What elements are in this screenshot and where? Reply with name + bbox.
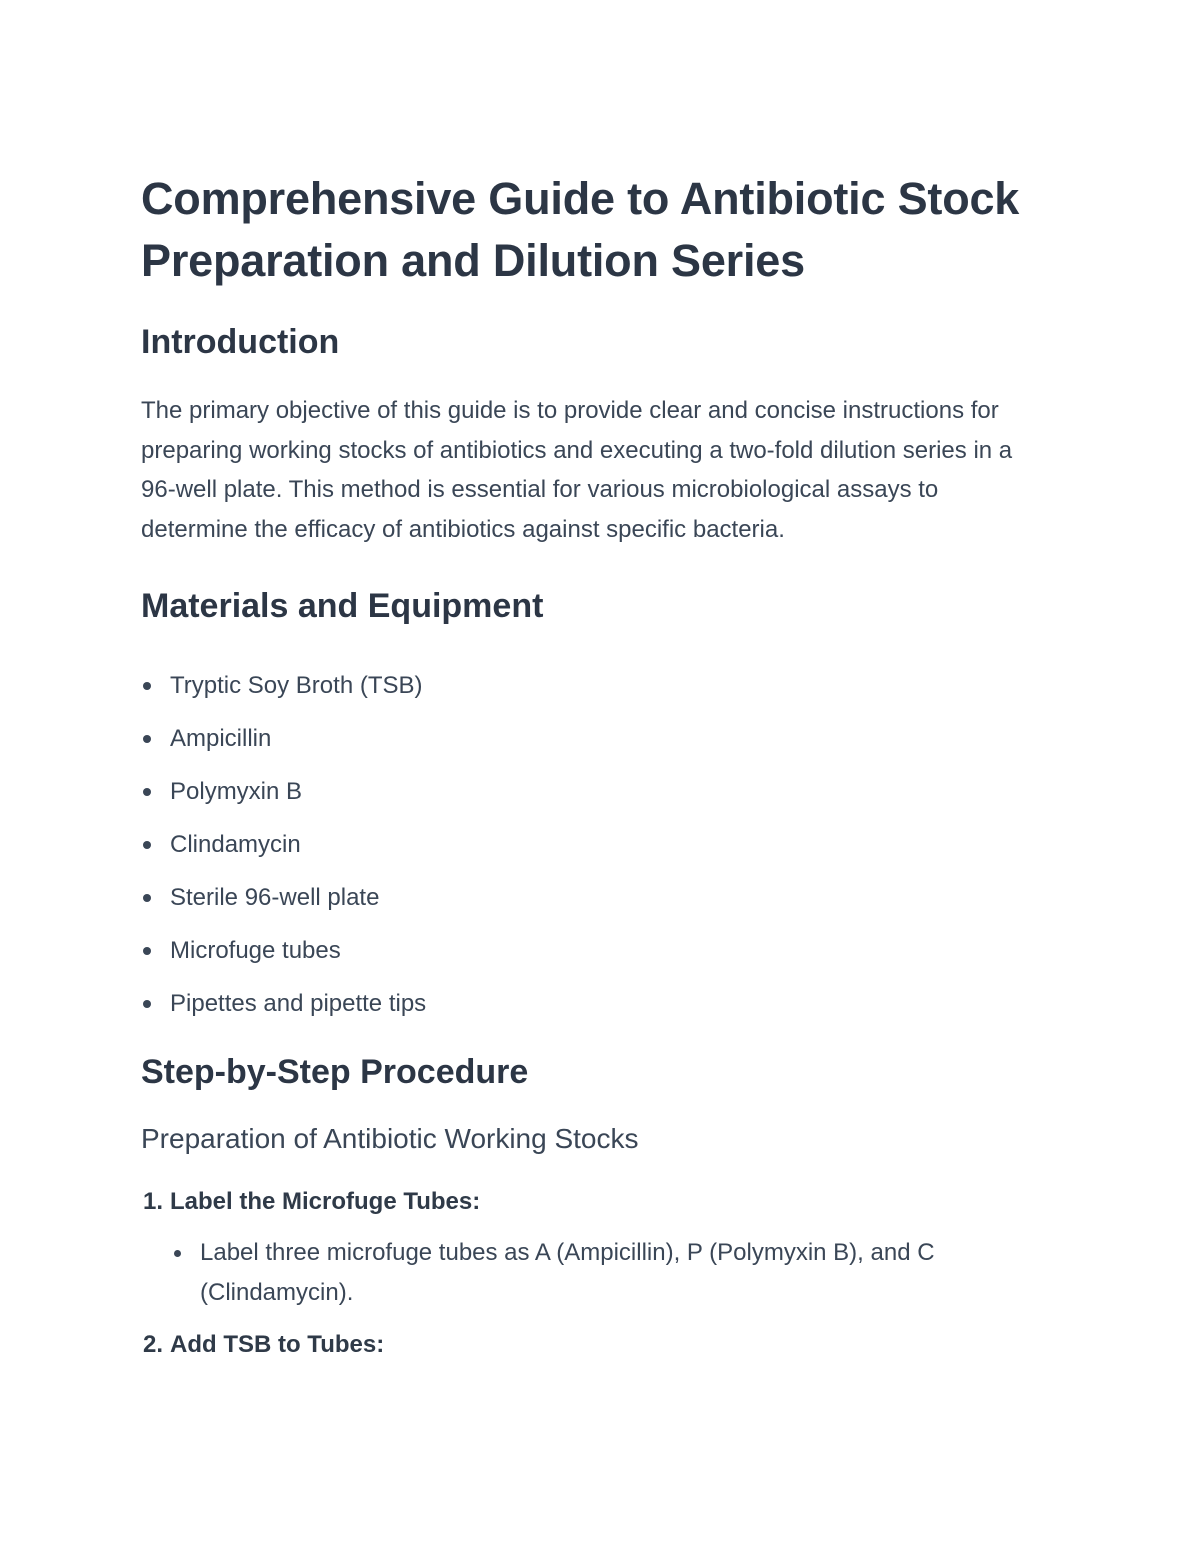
procedure-step <box>141 1324 1041 1366</box>
list-item: Microfuge tubes <box>141 924 1041 977</box>
list-item: Clindamycin <box>141 818 1041 871</box>
materials-list <box>141 659 1041 1030</box>
step-title: Label the Microfuge Tubes: <box>170 1188 481 1215</box>
materials-heading: Materials and Equipment <box>141 587 544 625</box>
procedure-heading: Step-by-Step Procedure <box>141 1053 529 1091</box>
introduction-heading: Introduction <box>141 323 340 361</box>
list-item: Pipettes and pipette tips <box>141 977 1041 1030</box>
list-item: Sterile 96-well plate <box>141 871 1041 924</box>
step-title: Add TSB to Tubes: <box>170 1331 385 1358</box>
document-title: Comprehensive Guide to Antibiotic Stock Preparation and Dilution Series <box>141 173 1020 286</box>
document-page <box>141 168 1041 1366</box>
list-item: Ampicillin <box>141 712 1041 765</box>
procedure-step <box>141 1181 1041 1312</box>
procedure-subheading: Preparation of Antibiotic Working Stocks <box>141 1123 639 1154</box>
introduction-paragraph: The primary objective of this guide is to provide clear and concise instructions for preparing working stocks of antibiotics and executing a two-fold dilution series in a 96-well plate. This method is essential for various microbiological assays to determine the efficacy of antibiotics against specific bacteria. <box>141 397 1013 543</box>
list-item: Tryptic Soy Broth (TSB) <box>141 659 1041 712</box>
list-item: Polymyxin B <box>141 765 1041 818</box>
step-number: 2. <box>143 1331 164 1358</box>
step-details <box>170 1233 1041 1312</box>
procedure-steps <box>141 1181 1041 1366</box>
step-detail: Label three microfuge tubes as A (Ampicillin), P (Polymyxin B), and C (Clindamycin). <box>170 1233 1041 1312</box>
step-number: 1. <box>143 1188 164 1215</box>
